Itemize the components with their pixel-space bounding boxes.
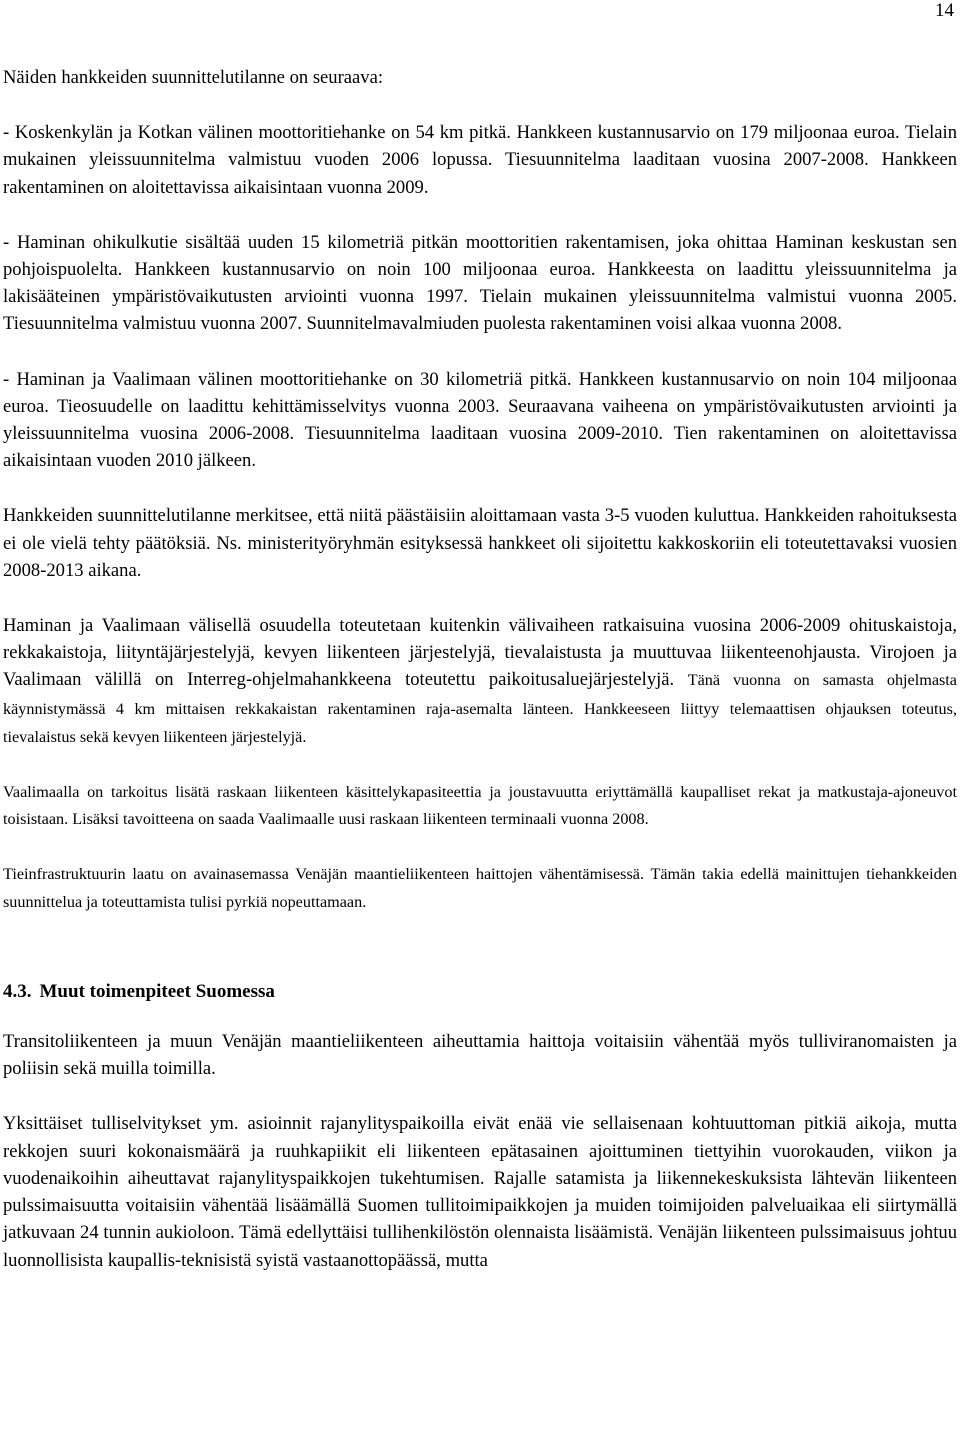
paragraph-suunnittelutilanne: Hankkeiden suunnittelutilanne merkitsee, että niitä päästäisiin aloittamaan vasta 3-5 vuoden kuluttua. Hankkeiden rahoituksesta ei ole vielä tehty päätöksiä. Ns. ministerityöryhmän esityksessä hankkeet oli sijoitettu kakkoskoriin eli toteutettavaksi vuosien 2008-2013 aikana. (3, 505, 957, 581)
paragraph-vaalimaa-terminaali: Vaalimaalla on tarkoitus lisätä raskaan liikenteen käsittelykapasiteettia ja joustavuutta eriyttämällä kaupalliset rekat ja matkustaja-ajoneuvot toisistaan. Lisäksi tavoitteena on saada Vaalimaalle uusi raskaan liikenteen terminaali vuonna 2008. (3, 783, 957, 829)
paragraph-valivaihe-small: Tänä vuonna on samasta ohjelmasta käynnistymässä 4 km mittaisen rekkakaistan rakentaminen raja-asemalta länteen. Hankkeeseen liittyy telemaattisen ohjauksen toteutus, tievalaistus sekä kevyen liikenteen järjestelyjä. (3, 671, 957, 746)
paragraph-valivaihe-main: Haminan ja Vaalimaan välisellä osuudella toteutetaan kuitenkin välivaiheen ratkaisuina vuosina 2006-2009 ohituskaistoja, rekkakaistoja, liityntäjärjestelyjä, kevyen liikenteen järjestelyjä, tievalaistusta ja muuttuvaa liikenteenohjausta. Virojoen ja Vaalimaan välillä on Interreg-ohjelmahankkeena toteutettu paikoitusaluejärjestelyjä. (3, 615, 957, 691)
section-number: 4.3. (3, 980, 32, 1002)
paragraph-valivaihe (3, 612, 957, 751)
paragraph-hamina-vaalimaa: - Haminan ja Vaalimaan välinen moottoritiehanke on 30 kilometriä pitkä. Hankkeen kustannusarvio on noin 104 miljoonaa euroa. Tieosuudelle on laadittu kehittämisselvitys vuonna 2003. Seuraavana vaiheena on ympäristövaikutusten arviointi ja yleissuunnitelma vuosina 2006-2008. Tiesuunnitelma laaditaan vuosina 2009-2010. Tien rakentaminen on aloitettavissa aikaisintaan vuoden 2010 jälkeen. (3, 368, 957, 472)
section-title: Muut toimenpiteet Suomessa (39, 980, 275, 1002)
paragraph-koskenkyla-kotka: - Koskenkylän ja Kotkan välinen moottoritiehanke on 54 km pitkä. Hankkeen kustannusarvio on 179 miljoonaa euroa. Tielain mukainen yleissuunnitelma valmistuu vuoden 2006 lopussa. Tiesuunnitelma laaditaan vuosina 2007-2008. Hankkeen rakentaminen on aloitettavissa aikaisintaan vuonna 2009. (3, 122, 957, 198)
section-heading (3, 978, 957, 1005)
page-number: 14 (935, 0, 954, 21)
paragraph-tieinfrastruktuuri: Tieinfrastruktuurin laatu on avainasemassa Venäjän maantieliikenteen haittojen vähentämisessä. Tämän takia edellä mainittujen tiehankkeiden suunnittelua ja toteuttamista tulisi pyrkiä nopeuttamaan. (3, 865, 957, 911)
paragraph-transitoliikenne: Transitoliikenteen ja muun Venäjän maantieliikenteen aiheuttamia haittoja voitaisiin vähentää myös tulliviranomaisten ja poliisin sekä muilla toimilla. (3, 1031, 957, 1080)
paragraph-haminan-ohikulkutie: - Haminan ohikulkutie sisältää uuden 15 kilometriä pitkän moottoritien rakentamisen, joka ohittaa Haminan keskustan sen pohjoispuolelta. Hankkeen kustannusarvio on noin 100 miljoonaa euroa. Hankkeesta on laadittu yleissuunnitelma ja lakisääteinen ympäristövaikutusten arviointi vuonna 1997. Tielain mukainen yleissuunnitelma valmistui vuonna 2005. Tiesuunnitelma valmistuu vuonna 2007. Suunnitelmavalmiuden puolesta rakentaminen voisi alkaa vuonna 2008. (3, 231, 957, 335)
document-body (3, 64, 957, 1302)
paragraph-tulliselvitykset: Yksittäiset tulliselvitykset ym. asioinnit rajanylityspaikoilla eivät enää vie sellaisenaan kohtuuttoman pitkiä aikoja, mutta rekkojen suuri kokonaismäärä ja ruuhkapiikit eli liikenteen epätasainen ajoittuminen tiettyihin vuorokauden, viikon ja vuodenaikoihin aiheuttavat rajanylityspaikkojen tukehtumisen. Rajalle satamista ja liikennekeskuksista lähtevän liikenteen pulssimaisuutta voitaisiin vähentää lisäämällä Suomen tullitoimipaikkojen ja muiden toimijoiden palveluaikaa eli siirtymällä jatkuvaan 24 tunnin aukioloon. Tämä edellyttäisi tullihenkilöstön olennaista lisäämistä. Venäjän liikenteen pulssimaisuus johtuu luonnollisista kaupallis-teknisistä syistä vastaanottopäässä, mutta (3, 1113, 957, 1271)
paragraph-intro: Näiden hankkeiden suunnittelutilanne on seuraava: (3, 67, 384, 88)
